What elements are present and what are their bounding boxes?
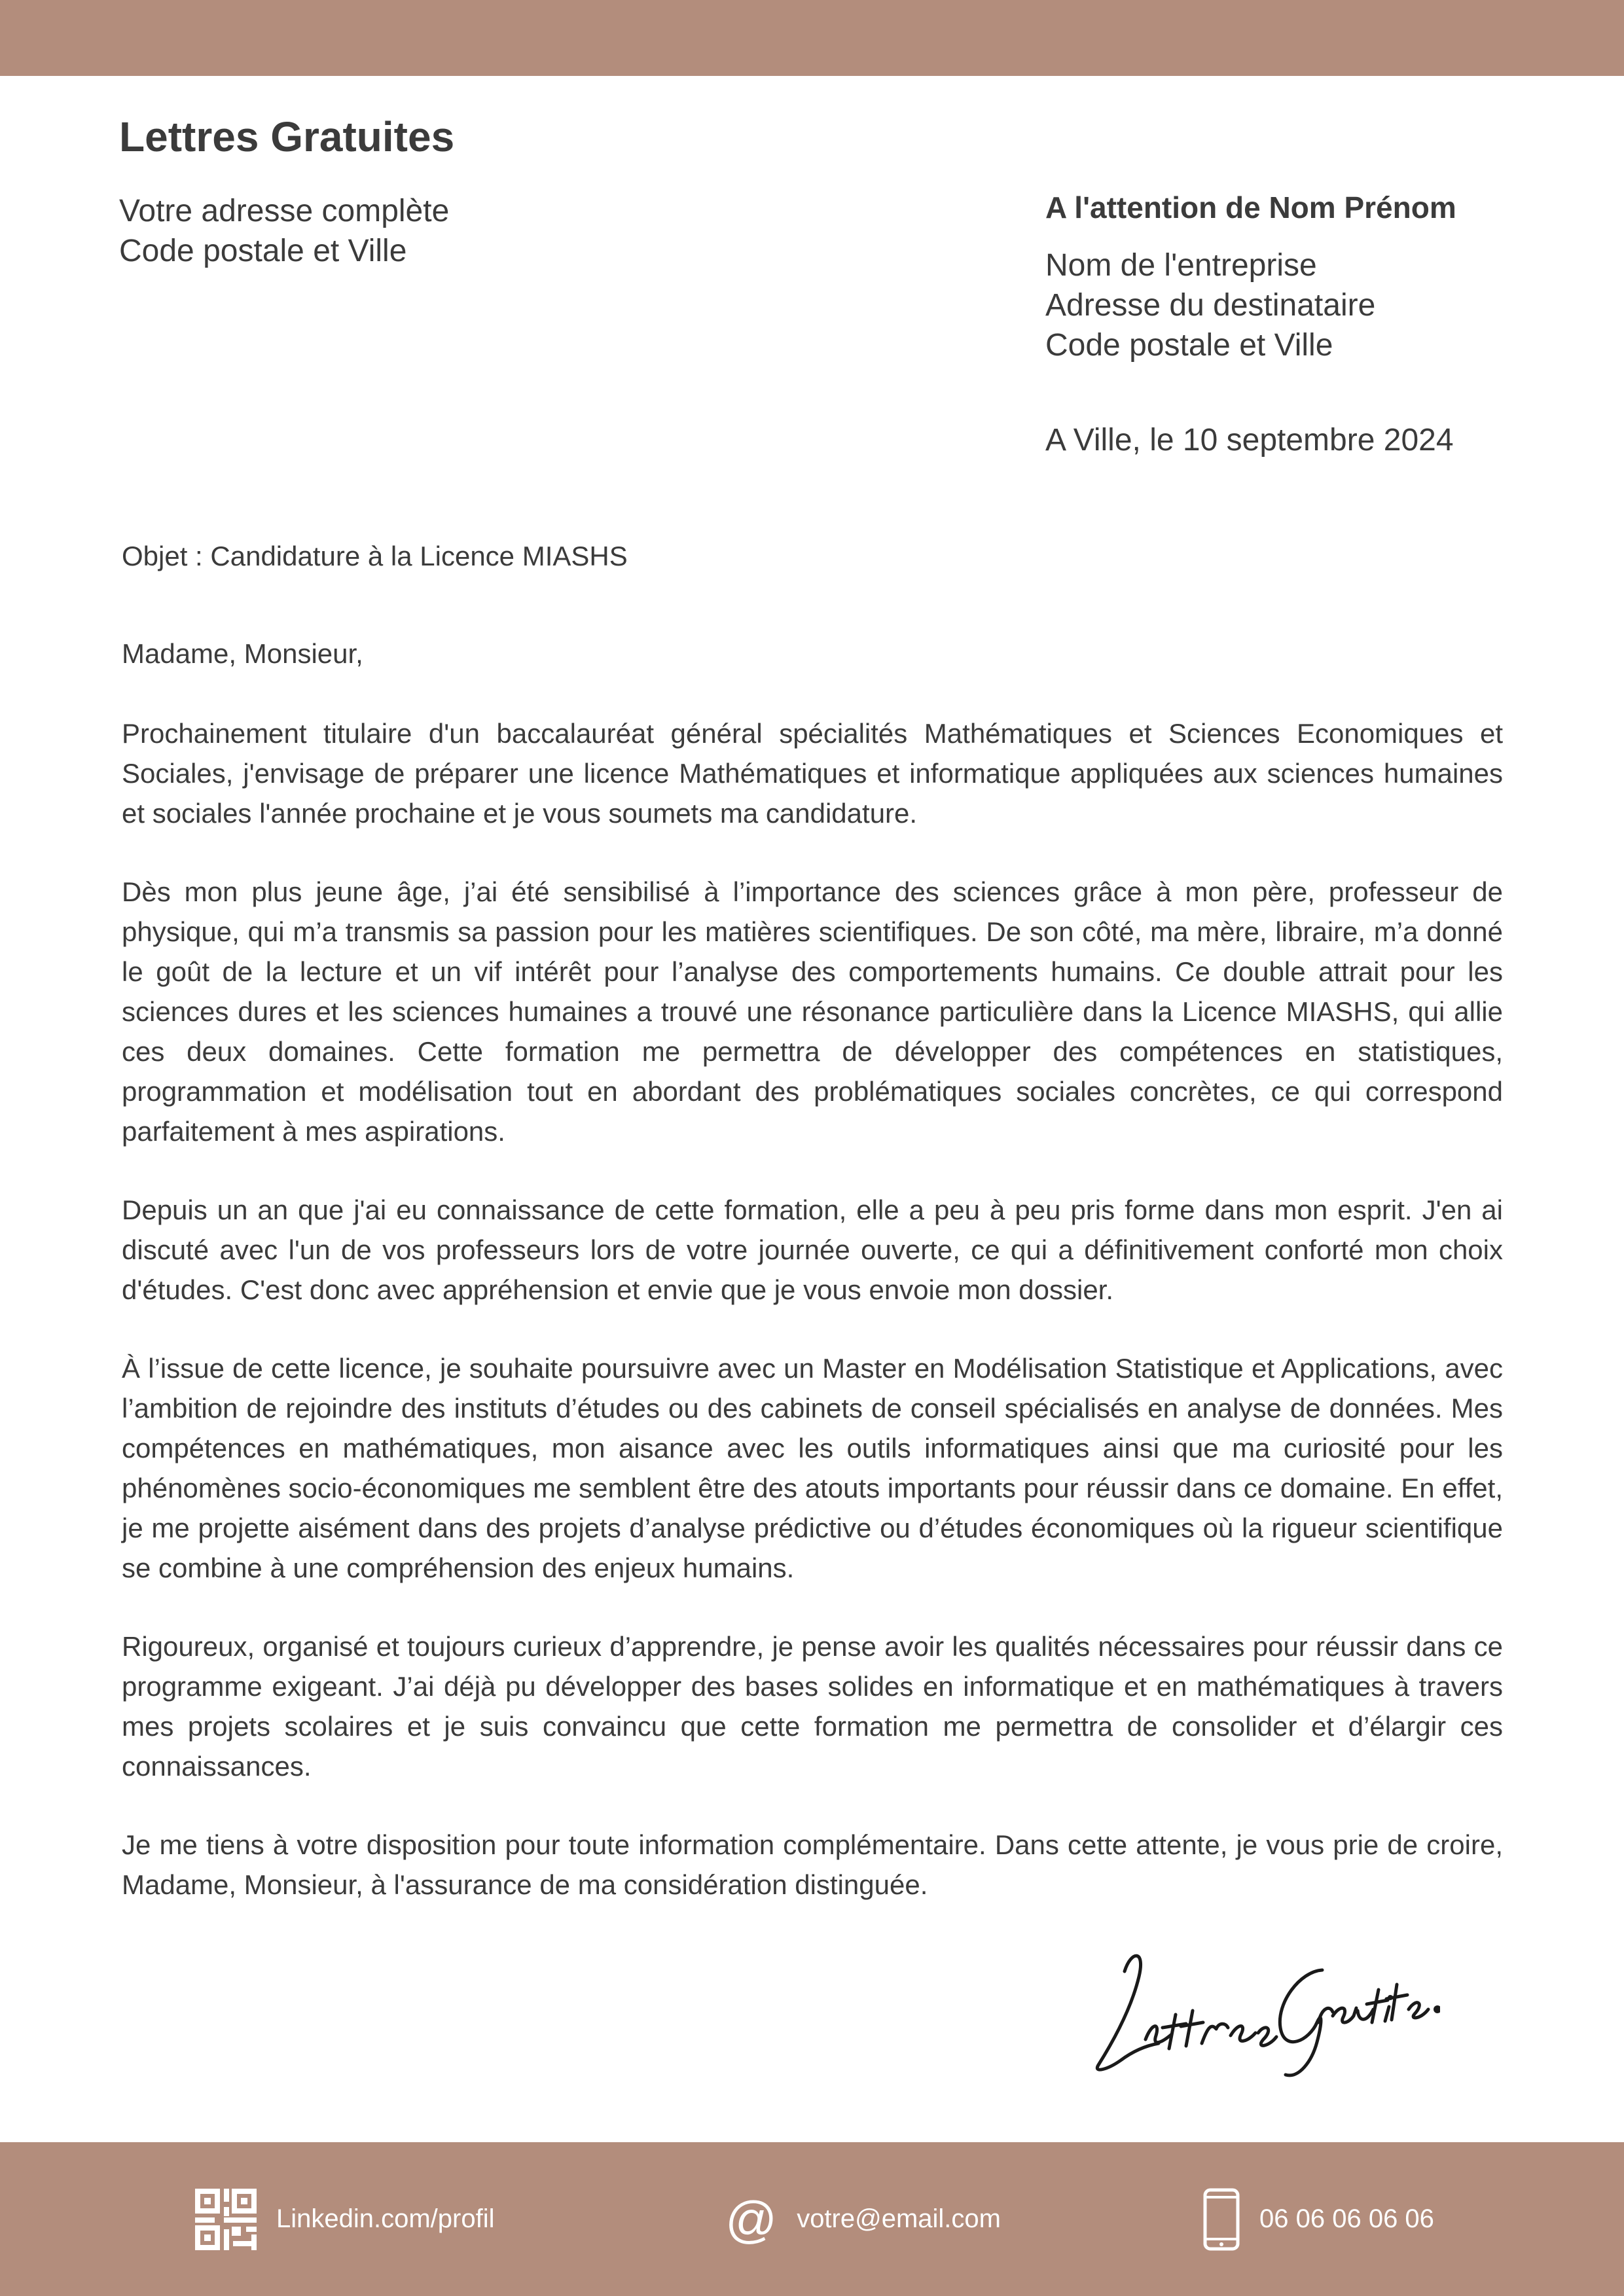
recipient-company: Nom de l'entreprise: [1045, 248, 1317, 283]
body-paragraph: Depuis un an que j'ai eu connaissance de cette formation, elle a peu à peu pris forme dans mon esprit. J'en ai discuté avec l'un de vos professeurs lors de votre journée ouverte, ce qui a définitivement conforté mon choix d'études. C'est donc avec appréhension et envie que je vous envoie mon dossier.: [122, 1194, 1503, 1305]
recipient-street: Adresse du destinataire: [1045, 288, 1376, 323]
sender-address: [119, 191, 449, 271]
phone-label[interactable]: 06 06 06 06 06: [1259, 2204, 1434, 2233]
body-paragraph: À l’issue de cette licence, je souhaite poursuivre avec un Master en Modélisation Statistique et Applications, avec l’ambition de rejoindre des instituts d’études ou des cabinets de conseil spécialisés en analyse de données. Mes compétences en mathématiques, mon aisance avec les outils informatiques ainsi que ma curiosité pour les phénomènes socio-économiques me semblent être des atouts importants pour réussir dans ce domaine. En effet, je me projette aisément dans des projets d’analyse prédictive ou d’études économiques où la rigueur scientifique se combine à une compréhension des enjeux humains.: [122, 1353, 1503, 1583]
handwritten-signature: [1047, 1924, 1440, 2081]
sender-name: Lettres Gratuites: [119, 113, 455, 160]
letter-subject: Objet : Candidature à la Licence MIASHS: [122, 541, 628, 571]
letter-body: [122, 713, 1503, 1943]
body-paragraph: Rigoureux, organisé et toujours curieux d’apprendre, je pense avoir les qualités nécessaires pour réussir dans ce programme exigeant. J’ai déjà pu développer des bases solides en informatique et en mathématiques à travers mes projets scolaires et je suis convaincu que cette formation me permettra de consolider et d’élargir ces connaissances.: [122, 1631, 1503, 1782]
body-paragraph: Je me tiens à votre disposition pour toute information complémentaire. Dans cette attente, je vous prie de croire, Madame, Monsieur, à l'assurance de ma considération distinguée.: [122, 1829, 1503, 1900]
qr-code-icon: [195, 2189, 257, 2250]
body-paragraph: Dès mon plus jeune âge, j’ai été sensibilisé à l’importance des sciences grâce à mon père, professeur de physique, qui m’a transmis sa passion pour les matières scientifiques. De son côté, ma mère, libraire, m’a donné le goût de la lecture et un vif intérêt pour l’analyse des comportements humains. Ce double attrait pour les sciences dures et les sciences humaines a trouvé une résonance particulière dans la Licence MIASHS, qui allie ces deux domaines. Cette formation me permettra de développer des compétences en statistiques, programmation et modélisation tout en abordant des problématiques sociales concrètes, ce qui correspond parfaitement à mes aspirations.: [122, 876, 1503, 1147]
contact-footer: [0, 2142, 1624, 2296]
at-sign-icon: @: [725, 2190, 778, 2248]
sender-address-line1: Votre adresse complète: [119, 194, 450, 228]
linkedin-label[interactable]: Linkedin.com/profil: [276, 2204, 495, 2233]
body-paragraph: Prochainement titulaire d'un baccalauréat général spécialités Mathématiques et Sciences Economiques et Sociales, j'envisage de préparer une licence Mathématiques et informatique appliquées aux sciences humaines et sociales l'année prochaine et je vous soumets ma candidature.: [122, 718, 1503, 829]
email-label[interactable]: votre@email.com: [797, 2204, 1001, 2233]
recipient-attention: A l'attention de Nom Prénom: [1045, 190, 1456, 224]
recipient-address: [1045, 245, 1375, 365]
sender-address-line2: Code postale et Ville: [119, 234, 407, 268]
letter-salutation: Madame, Monsieur,: [122, 638, 363, 669]
header-band: [0, 0, 1624, 76]
footer-email[interactable]: [725, 2142, 1001, 2296]
letter-date: A Ville, le 10 septembre 2024: [1045, 423, 1454, 457]
recipient-city: Code postale et Ville: [1045, 328, 1333, 363]
mobile-phone-icon: [1203, 2188, 1240, 2251]
footer-linkedin[interactable]: [195, 2142, 495, 2296]
footer-phone[interactable]: [1203, 2142, 1434, 2296]
